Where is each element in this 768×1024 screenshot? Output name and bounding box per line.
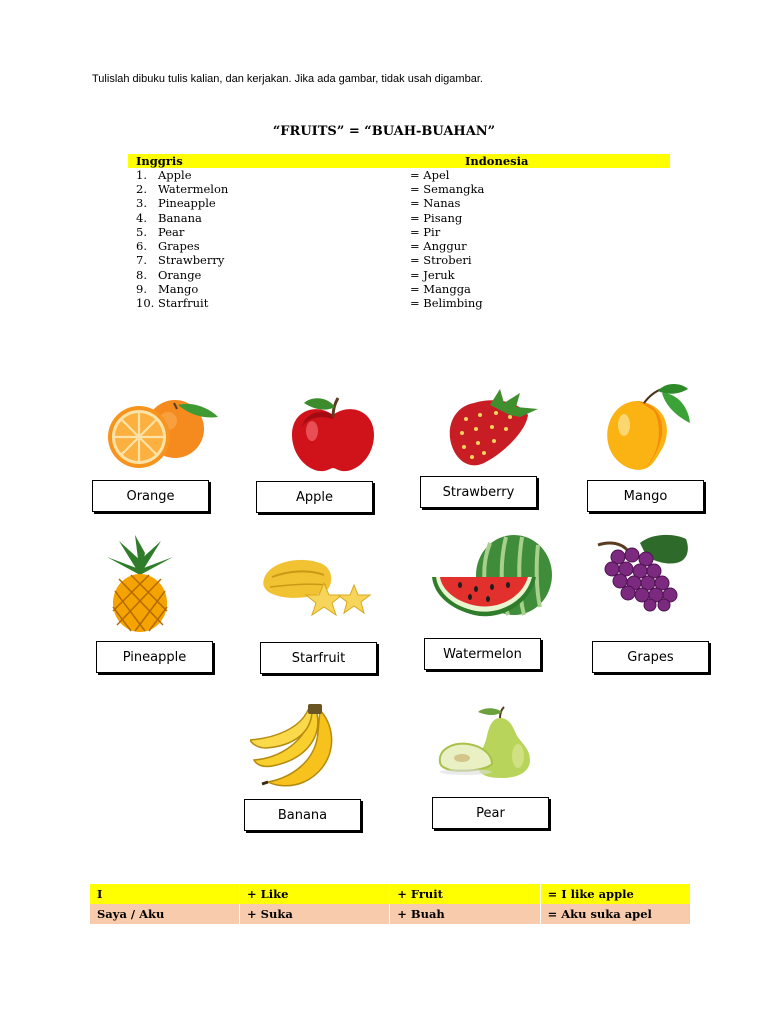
watermelon-illustration — [430, 533, 554, 621]
instruction-text: Tulislah dibuku tulis kalian, dan kerjakan. Jika ada gambar, tidak usah digambar. — [92, 73, 483, 85]
vocab-english: Starfruit — [158, 296, 209, 310]
vocab-number: 8. — [136, 268, 147, 282]
verb-cell: + Like — [240, 884, 390, 904]
vocab-indonesian: = Apel — [410, 168, 450, 182]
label-card-mango: Mango — [587, 480, 704, 512]
pear-illustration — [436, 706, 536, 780]
verb-cell: + Suka — [240, 904, 390, 924]
vocab-english: Mango — [158, 282, 199, 296]
pineapple-illustration — [105, 533, 175, 633]
label-card-apple: Apple — [256, 481, 373, 513]
vocab-number: 5. — [136, 225, 147, 239]
sentence-row-english — [90, 884, 691, 904]
label-card-pear: Pear — [432, 797, 549, 829]
label-card-starfruit: Starfruit — [260, 642, 377, 674]
vocab-english: Pineapple — [158, 196, 216, 210]
sentence-row-indonesian — [90, 904, 691, 924]
vocab-english: Watermelon — [158, 182, 229, 196]
vocab-number: 2. — [136, 182, 147, 196]
apple-illustration — [288, 395, 378, 475]
label-card-grapes: Grapes — [592, 641, 709, 673]
vocab-number: 10. — [136, 296, 155, 310]
vocab-header-indonesia: Indonesia — [465, 154, 529, 168]
vocab-row — [128, 211, 688, 225]
vocab-number: 3. — [136, 196, 147, 210]
mango-illustration — [600, 383, 696, 475]
vocab-row — [128, 196, 688, 210]
vocab-english: Pear — [158, 225, 185, 239]
label-card-pineapple: Pineapple — [96, 641, 213, 673]
vocab-indonesian: = Anggur — [410, 239, 467, 253]
vocab-row — [128, 268, 688, 282]
page-title: “FRUITS” = “BUAH-BUAHAN” — [272, 124, 496, 139]
label-card-strawberry: Strawberry — [420, 476, 537, 508]
vocab-english: Orange — [158, 268, 202, 282]
vocab-indonesian: = Semangka — [410, 182, 485, 196]
vocab-header-english: Inggris — [136, 154, 183, 168]
vocab-row — [128, 239, 688, 253]
vocab-row — [128, 296, 688, 310]
vocab-number: 7. — [136, 253, 147, 267]
vocab-english: Strawberry — [158, 253, 225, 267]
vocab-row — [128, 182, 688, 196]
vocab-indonesian: = Jeruk — [410, 268, 455, 282]
vocab-english: Apple — [158, 168, 192, 182]
sentence-pattern-table — [90, 884, 691, 924]
vocab-row — [128, 253, 688, 267]
vocab-english: Banana — [158, 211, 202, 225]
vocab-indonesian: = Belimbing — [410, 296, 483, 310]
grapes-illustration — [596, 533, 696, 613]
vocab-indonesian: = Pir — [410, 225, 441, 239]
subject-cell: Saya / Aku — [90, 904, 240, 924]
vocab-header — [128, 154, 670, 168]
subject-cell: I — [90, 884, 240, 904]
banana-illustration — [250, 702, 348, 788]
starfruit-illustration — [258, 555, 378, 625]
object-cell: + Buah — [390, 904, 540, 924]
result-cell: = I like apple — [540, 884, 690, 904]
vocab-indonesian: = Pisang — [410, 211, 463, 225]
vocab-row — [128, 282, 688, 296]
vocab-english: Grapes — [158, 239, 200, 253]
vocab-number: 1. — [136, 168, 147, 182]
orange-illustration — [102, 395, 224, 470]
vocab-row — [128, 168, 688, 182]
vocab-number: 9. — [136, 282, 147, 296]
label-card-watermelon: Watermelon — [424, 638, 541, 670]
result-cell: = Aku suka apel — [540, 904, 690, 924]
object-cell: + Fruit — [390, 884, 540, 904]
vocab-indonesian: = Nanas — [410, 196, 461, 210]
strawberry-illustration — [444, 387, 544, 469]
vocab-row — [128, 225, 688, 239]
vocab-indonesian: = Mangga — [410, 282, 471, 296]
label-card-orange: Orange — [92, 480, 209, 512]
vocab-number: 4. — [136, 211, 147, 225]
label-card-banana: Banana — [244, 799, 361, 831]
vocab-indonesian: = Stroberi — [410, 253, 472, 267]
vocab-number: 6. — [136, 239, 147, 253]
